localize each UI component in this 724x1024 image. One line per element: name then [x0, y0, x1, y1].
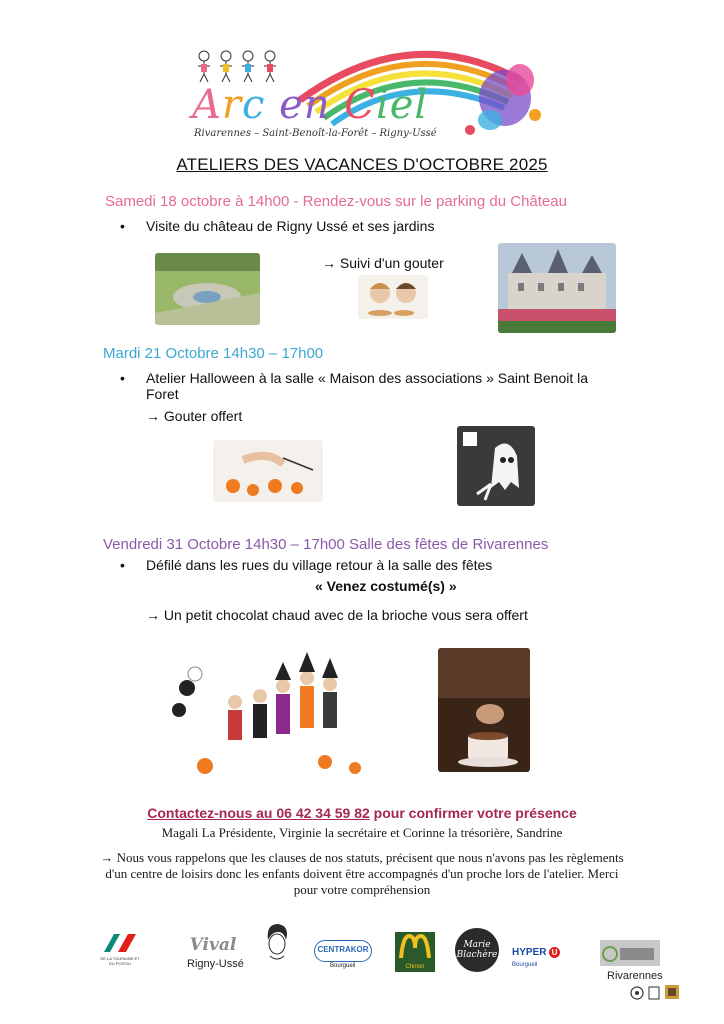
event-3-bullet: • Défilé dans les rues du village retour à la salle des fêtes — [120, 557, 493, 573]
credit-agricole-icon — [100, 932, 140, 954]
cafe-logo-icon — [600, 940, 660, 966]
event-3-arrow: → Un petit chocolat chaud avec de la brioche vous sera offert — [146, 607, 528, 623]
centrakor-logo: CENTRAKOR — [314, 940, 372, 962]
chateau-gardens-photo — [155, 253, 260, 325]
mcdonalds-icon — [395, 932, 435, 962]
event-3-date: Vendredi 31 Octobre 14h30 – 17h00 Salle des fêtes de Rivarennes — [103, 536, 549, 553]
halloween-ghosts-photo — [457, 426, 535, 506]
marie-blachere-logo: Marie Blachère — [455, 928, 499, 972]
logo-title: Arc en Ciel — [192, 82, 429, 128]
event-1-date: Samedi 18 octobre à 14h00 - Rendez-vous sur le parking du Château — [105, 193, 567, 210]
hot-chocolate-photo — [438, 648, 530, 772]
event-1-bullet: • Visite du château de Rigny Ussé et ses jardins — [120, 218, 435, 234]
notice-text: → Nous vous rappelons que les clauses de nos statuts, précisent que nous n'avons pas les règlements d'un centre de loisirs donc les enfants doivent être accompagnés d'un proche lors de l'atelier. Merci pour votre compréhension — [100, 850, 624, 897]
halloween-craft-photo — [213, 440, 323, 502]
cafe-location: Rivarennes — [607, 970, 663, 982]
contact-line: Contactez-nous au 06 42 34 59 82 pour confirmer votre présence — [147, 805, 577, 821]
hair-salon-logo-icon — [262, 922, 292, 966]
vival-logo: Vival — [189, 935, 237, 955]
children-drawing-icon — [194, 48, 294, 84]
event-2-date: Mardi 21 Octobre 14h30 – 17h00 — [103, 345, 324, 362]
team-members: Magali La Présidente, Virginie la secrétaire et Corinne la trésorière, Sandrine — [161, 825, 563, 840]
children-snack-photo — [358, 275, 428, 319]
event-2-bullet: • Atelier Halloween à la salle « Maison des associations » Saint Benoit la Foret — [120, 370, 589, 402]
hyper-u-logo: HYPER U Bourgueil — [512, 947, 582, 968]
certification-badge-icon — [630, 986, 644, 1000]
event-1-arrow: → Suivi d'un gouter — [322, 255, 444, 271]
vival-location: Rigny-Ussé — [187, 958, 244, 970]
event-2-arrow: → Gouter offert — [146, 408, 243, 424]
mcdonalds-logo: Chinon — [395, 932, 435, 972]
contact-phone-link[interactable]: Contactez-nous au 06 42 34 59 82 — [147, 805, 370, 821]
event-3-emphasis: « Venez costumé(s) » — [315, 578, 457, 594]
stamp-icon — [664, 984, 680, 1000]
credit-agricole-logo: DE LA TOURAINE ET DU POITOU — [100, 932, 140, 968]
header — [180, 40, 560, 145]
centrakor-location: Bourgueil — [330, 963, 356, 969]
communes-subtitle: Rivarennes – Saint-Benoît-la-Forêt – Rigny-Ussé — [194, 128, 437, 139]
costumed-children-photo — [165, 640, 385, 780]
page-title: ATELIERS DES VACANCES D'OCTOBRE 2025 — [176, 155, 548, 174]
chateau-photo — [498, 243, 616, 333]
small-label-icon — [648, 986, 660, 1000]
